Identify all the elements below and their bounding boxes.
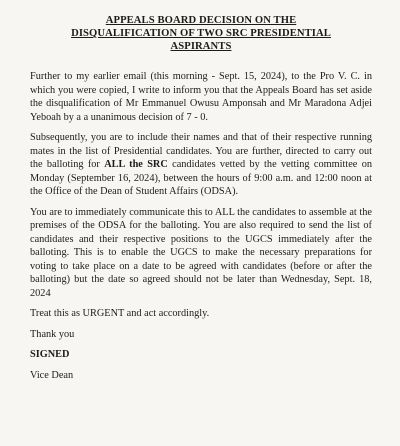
- paragraph-earlier-email: Further to my earlier email (this morning - Sept. 15, 2024), to the Pro V. C. in which you were copied, I write to inform you that the Appeals Board has set aside the disqualification of Mr Emmanuel Owusu Amponsah and Mr Maradona Adjei Yeboah by a a unanimous decision of 7 - 0.: [30, 71, 372, 123]
- signatory-title: Vice Dean: [30, 369, 74, 381]
- closing-thank-you: Thank you: [30, 328, 75, 340]
- title-line-1: APPEALS BOARD DECISION ON THE: [105, 15, 297, 26]
- title-line-3: ASPIRANTS: [170, 41, 232, 52]
- title-line-2: DISQUALIFICATION OF TWO SRC PRESIDENTIAL: [71, 28, 331, 39]
- paragraph-balloting-text-1: Subsequently, you are to include their names and that of their respective running mates in the list of Presidential candidates. You are further, directed to carry out the balloting for: [30, 132, 372, 170]
- paragraph-urgent: Treat this as URGENT and act accordingly.: [30, 308, 210, 319]
- paragraph-balloting-emphasis: ALL the SRC: [104, 159, 168, 170]
- paragraph-balloting-text-2: candidates vetted by the vetting committee on Monday (September 16, 2024), between the hours of 9:00 a.m. and 12:00 noon at the Office of the Dean of Student Affairs (ODSA).: [30, 159, 373, 197]
- signed-label: SIGNED: [30, 349, 70, 360]
- paragraph-balloting-directive: [30, 131, 372, 199]
- paragraph-communicate-candidates: You are to immediately communicate this to ALL the candidates to assemble at the premises of the ODSA for the balloting. You are also required to send the list of candidates and their respective positions to the UGCS immediately after the balloting. This is to enable the UGCS to make the necessary preparations for voting to take place on a date to be agreed with candidates (before or after the balloting) but the date so agreed should not be later than Wednesday, Sept. 18, 2024: [30, 206, 372, 299]
- letter-title: [30, 14, 372, 53]
